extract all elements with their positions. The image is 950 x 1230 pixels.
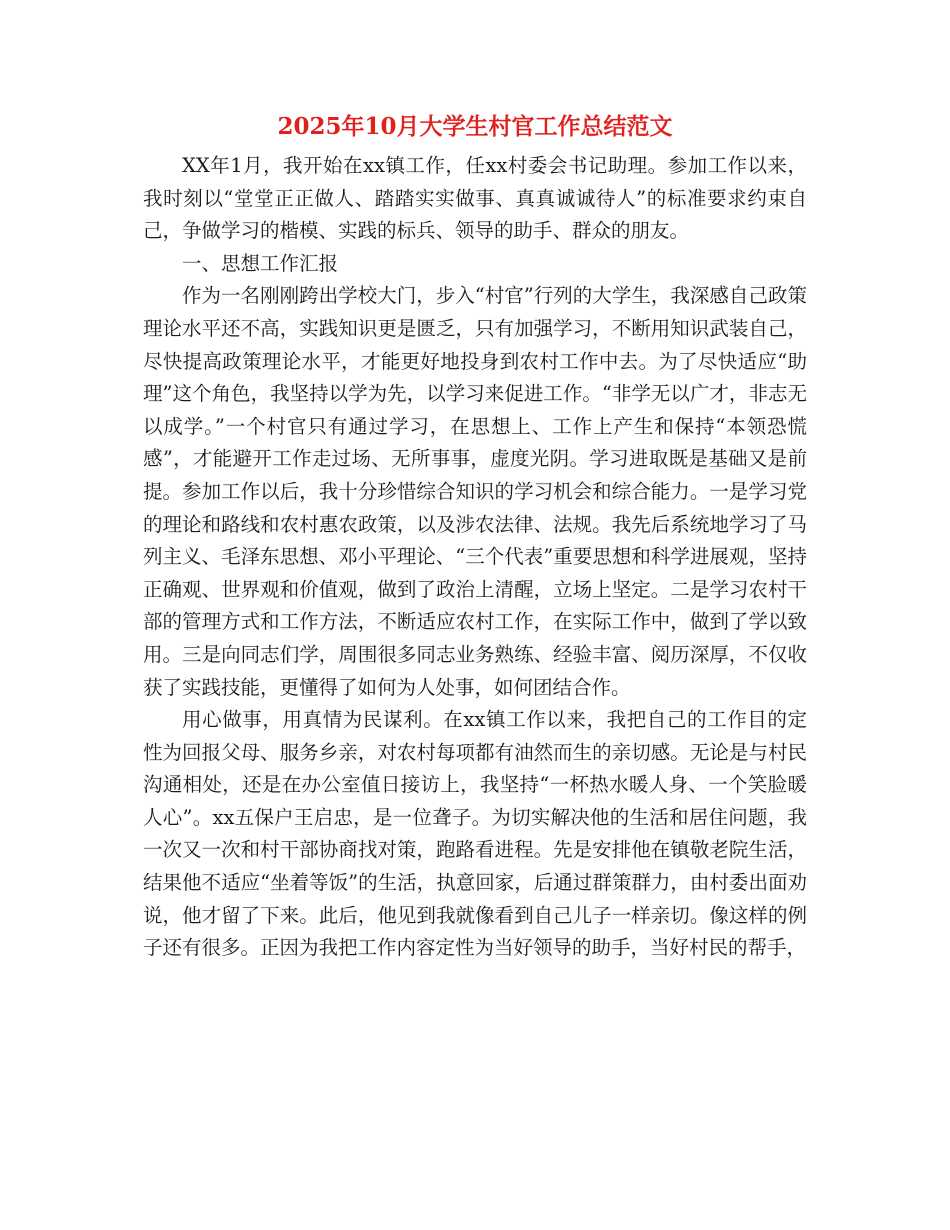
paragraph-intro: XX年1月，我开始在xx镇工作，任xx村委会书记助理。参加工作以来，我时刻以“堂堂正正做人、踏踏实实做事、真真诚诚待人”的标准要求约束自己，争做学习的楷模、实践的标兵、领导的助手、群众的朋友。 (143, 154, 807, 243)
document-title: 2025年10月大学生村官工作总结范文 (277, 113, 673, 140)
paragraph-learning: 作为一名刚刚跨出学校大门，步入“村官”行列的大学生，我深感自己政策理论水平还不高，实践知识更是匮乏，只有加强学习，不断用知识武装自己，尽快提高政策理论水平，才能更好地投身到农村工作中去。为了尽快适应“助理”这个角色，我坚持以学为先，以学习来促进工作。“非学无以广才，非志无以成学。”一个村官只有通过学习，在思想上、工作上产生和保持“本领恐慌感”，才能避开工作走过场、无所事事，虚度光阴。学习进取既是基础又是前提。参加工作以后，我十分珍惜综合知识的学习机会和综合能力。一是学习党的理论和路线和农村惠农政策，以及涉农法律、法规。我先后系统地学习了马列主义、毛泽东思想、邓小平理论、“三个代表”重要思想和科学进展观，坚持正确观、世界观和价值观，做到了政治上清醒，立场上坚定。二是学习农村干部的管理方式和工作方法，不断适应农村工作，在实际工作中，做到了学以致用。三是向同志们学，周围很多同志业务熟练、经验丰富、阅历深厚，不仅收获了实践技能，更懂得了如何为人处事，如何团结合作。 (143, 284, 807, 699)
document-body (143, 150, 807, 965)
paragraph-serving-villagers: 用心做事，用真情为民谋利。在xx镇工作以来，我把自己的工作目的定性为回报父母、服务乡亲，对农村每项都有油然而生的亲切感。无论是与村民沟通相处，还是在办公室值日接访上，我坚持“一杯热水暖人身、一个笑脸暖人心”。xx五保户王启忠，是一位聋子。为切实解决他的生活和居住问题，我一次又一次和村干部协商找对策，跑路看进程。先是安排他在镇敬老院生活，结果他不适应“坐着等饭”的生活，执意回家，后通过群策群力，由村委出面劝说，他才留了下来。此后，他见到我就像看到自己儿子一样亲切。像这样的例子还有很多。正因为我把工作内容定性为当好领导的助手，当好村民的帮手， (143, 708, 807, 960)
section-heading-thought-report: 一、思想工作汇报 (182, 251, 339, 275)
